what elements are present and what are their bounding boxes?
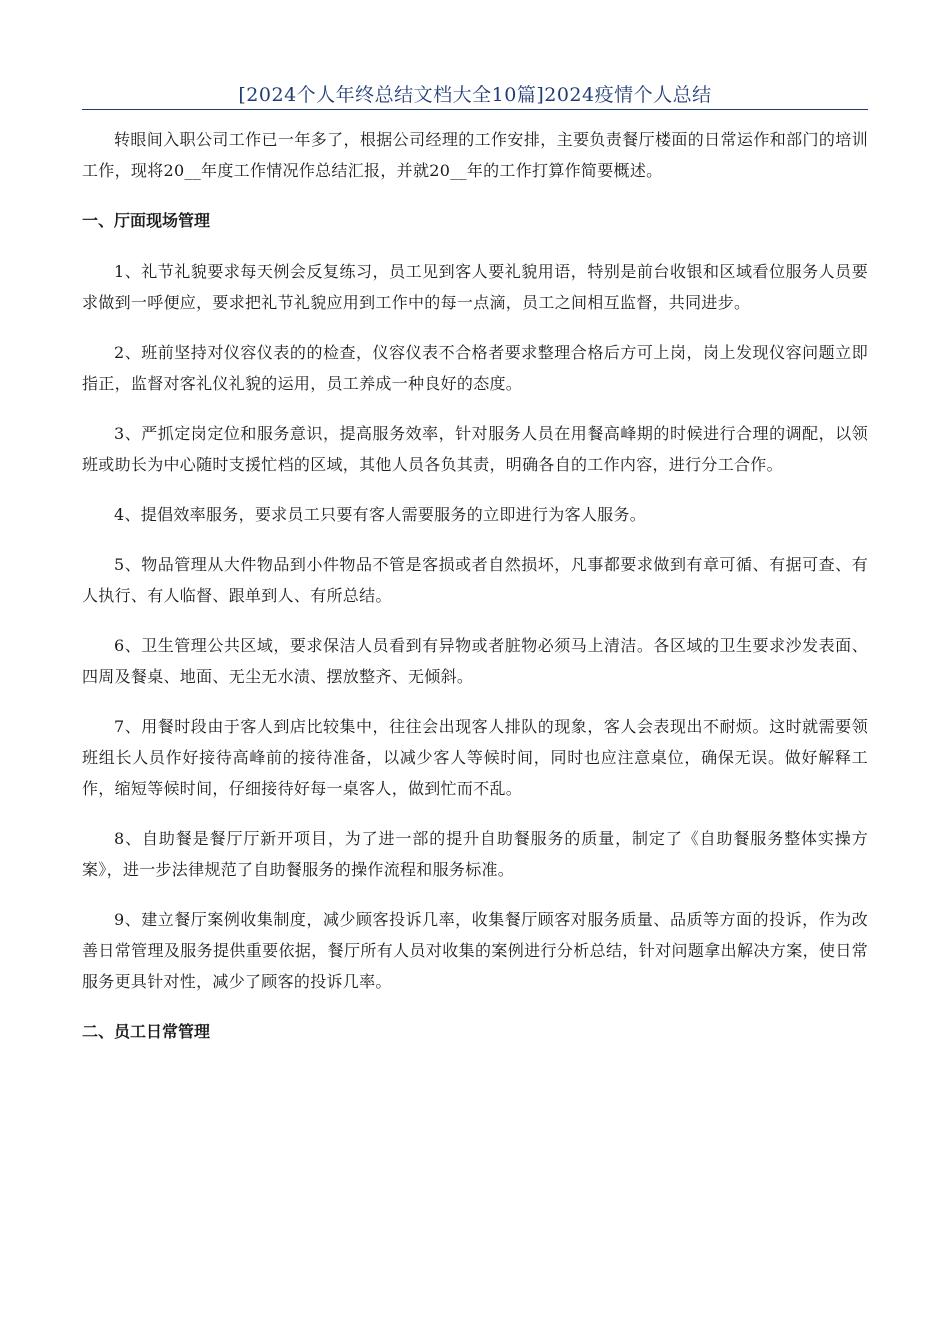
document-body (82, 124, 868, 1067)
paragraph-1-4: 4、提倡效率服务，要求员工只要有客人需要服务的立即进行为客人服务。 (114, 505, 647, 524)
paragraph-1-2: 2、班前坚持对仪容仪表的的检查，仪容仪表不合格者要求整理合格后方可上岗，岗上发现仪容问题立即指正，监督对客礼仪礼貌的运用，员工养成一种良好的态度。 (82, 343, 868, 393)
paragraph-1-7: 7、用餐时段由于客人到店比较集中，往往会出现客人排队的现象，客人会表现出不耐烦。这时就需要领班组长人员作好接待高峰前的接待准备，以减少客人等候时间，同时也应注意桌位，确保无误。做好解释工作，缩短等候时间，仔细接待好每一桌客人，做到忙而不乱。 (82, 717, 868, 798)
paragraph-1-6: 6、卫生管理公共区域，要求保洁人员看到有异物或者脏物必须马上清洁。各区域的卫生要求沙发表面、四周及餐桌、地面、无尘无水渍、摆放整齐、无倾斜。 (82, 636, 868, 686)
section-heading-2: 二、员工日常管理 (82, 1022, 211, 1041)
intro-paragraph: 转眼间入职公司工作已一年多了，根据公司经理的工作安排，主要负责餐厅楼面的日常运作和部门的培训工作，现将20__年度工作情况作总结汇报，并就20__年的工作打算作简要概述。 (82, 130, 868, 180)
section-heading-1: 一、厅面现场管理 (82, 211, 211, 230)
paragraph-1-8: 8、自助餐是餐厅厅新开项目，为了进一部的提升自助餐服务的质量，制定了《自助餐服务整体实操方案》，进一步法律规范了自助餐服务的操作流程和服务标准。 (82, 829, 868, 879)
title-divider (82, 109, 868, 110)
paragraph-1-9: 9、建立餐厅案例收集制度，减少顾客投诉几率，收集餐厅顾客对服务质量、品质等方面的投诉，作为改善日常管理及服务提供重要依据，餐厅所有人员对收集的案例进行分析总结，针对问题拿出解决方案，使日常服务更具针对性，减少了顾客的投诉几率。 (82, 910, 868, 991)
paragraph-1-5: 5、物品管理从大件物品到小件物品不管是客损或者自然损坏，凡事都要求做到有章可循、有据可查、有人执行、有人临督、跟单到人、有所总结。 (82, 555, 868, 605)
paragraph-1-1: 1、礼节礼貌要求每天例会反复练习，员工见到客人要礼貌用语，特别是前台收银和区域看位服务人员要求做到一呼便应，要求把礼节礼貌应用到工作中的每一点滴，员工之间相互监督，共同进步。 (82, 262, 868, 312)
document-title: [2024个人年终总结文档大全10篇]2024疫情个人总结 (238, 84, 712, 106)
paragraph-1-3: 3、严抓定岗定位和服务意识，提高服务效率，针对服务人员在用餐高峰期的时候进行合理的调配，以领班或助长为中心随时支援忙档的区域，其他人员各负其责，明确各自的工作内容，进行分工合作。 (82, 424, 868, 474)
